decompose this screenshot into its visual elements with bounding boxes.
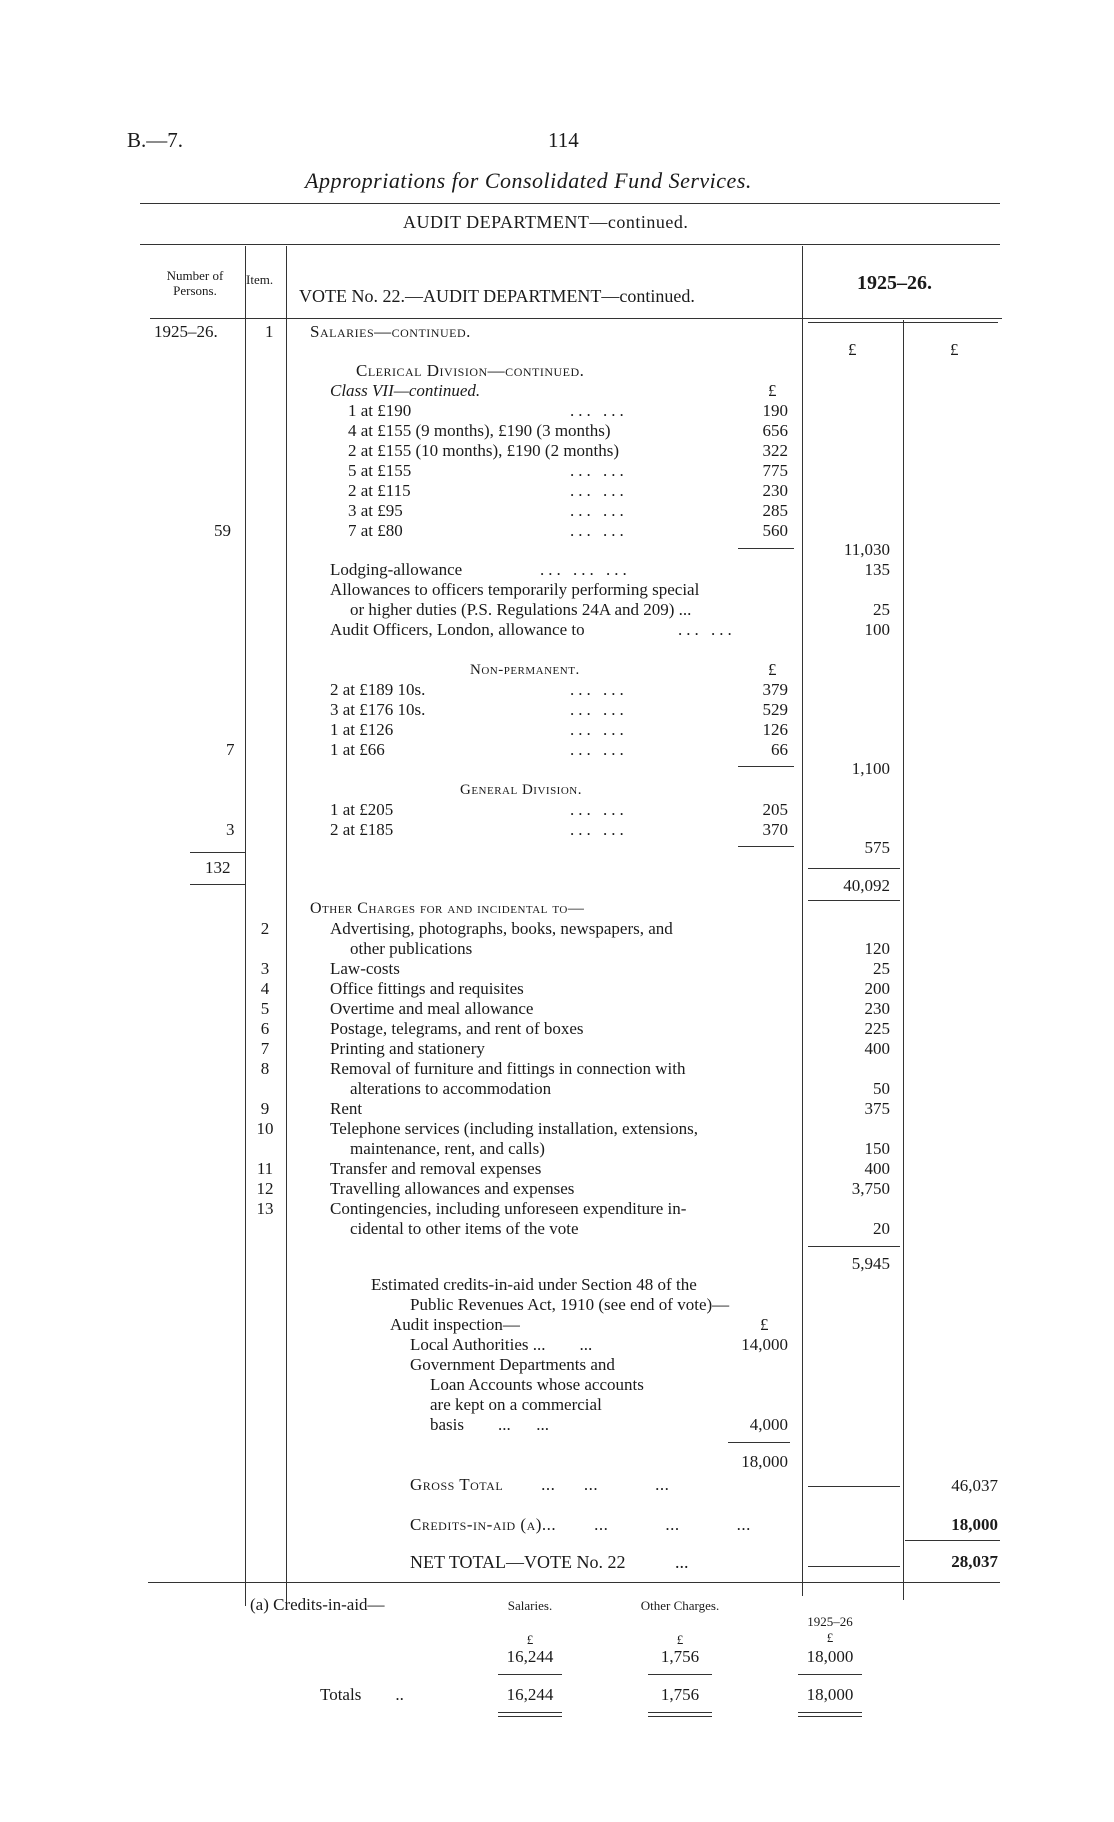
audit-london-label: Audit Officers, London, allowance to bbox=[330, 620, 585, 639]
persons-year: 1925–26. bbox=[154, 322, 218, 341]
salary-row-label: 7 at £80 bbox=[348, 521, 403, 540]
leader-dots: ... ... bbox=[570, 481, 628, 500]
charge-amount: 150 bbox=[864, 1139, 890, 1158]
leader-dots: ... ... bbox=[570, 700, 628, 719]
nonperm-currency: £ bbox=[768, 660, 777, 679]
item-number: 6 bbox=[260, 1019, 270, 1038]
credits-in-aid-amount: 18,000 bbox=[951, 1515, 998, 1534]
salary-row-label: 3 at £95 bbox=[348, 501, 403, 520]
leader-dots: ... ... bbox=[570, 800, 628, 819]
salaries-heading: Salaries—continued. bbox=[310, 322, 471, 341]
audit-inspection: Audit inspection— bbox=[390, 1315, 520, 1334]
page-ref: B.—7. bbox=[127, 128, 184, 152]
clerical-total: 11,030 bbox=[843, 540, 890, 559]
charge-amount: 25 bbox=[873, 959, 890, 978]
salary-row-amount: 529 bbox=[762, 700, 788, 719]
credits-line2: Public Revenues Act, 1910 (see end of vote)— bbox=[410, 1295, 730, 1314]
credits-line1: Estimated credits-in-aid under Section 48 of the bbox=[371, 1275, 697, 1294]
charge-label: Law-costs bbox=[330, 959, 400, 978]
salary-row-amount: 560 bbox=[762, 521, 788, 540]
nonperm-heading: Non-permanent. bbox=[470, 662, 580, 678]
item-number: 10 bbox=[256, 1119, 274, 1138]
salary-row-amount: 379 bbox=[762, 680, 788, 699]
leader-dots: ... ... bbox=[570, 461, 628, 480]
fn-col3-head: 1925–26 bbox=[807, 1614, 853, 1629]
lodging-amount: 135 bbox=[864, 560, 890, 579]
leader-dots: ... ... bbox=[570, 820, 628, 839]
salary-row-label: 2 at £189 10s. bbox=[330, 680, 426, 699]
gross-total-label: Gross Total ... ... ... bbox=[410, 1475, 670, 1494]
salary-row-amount: 190 bbox=[762, 401, 788, 420]
lodging-label: Lodging-allowance bbox=[330, 560, 463, 579]
charge-label: Removal of furniture and fittings in connection with bbox=[330, 1059, 686, 1078]
charge-amount: 120 bbox=[864, 939, 890, 958]
gov-line3: are kept on a commercial bbox=[430, 1395, 602, 1414]
leader-dots: ... ... bbox=[570, 401, 628, 420]
fn-tot1: 16,244 bbox=[506, 1685, 554, 1704]
allowances-amount: 25 bbox=[873, 600, 890, 619]
fn-cur1: £ bbox=[526, 1632, 534, 1647]
charge-label: Rent bbox=[330, 1099, 363, 1118]
charge-amount: 50 bbox=[873, 1079, 890, 1098]
allowances-line2: or higher duties (P.S. Regulations 24A and 209) ... bbox=[350, 600, 692, 619]
charge-label: Telephone services (including installation, extensions, bbox=[330, 1119, 698, 1138]
total-persons: 132 bbox=[205, 858, 231, 877]
item-header: Item. bbox=[246, 272, 274, 287]
charge-amount: 230 bbox=[864, 999, 890, 1018]
fn-col3-val: 18,000 bbox=[806, 1647, 854, 1666]
salary-row-amount: 775 bbox=[762, 461, 788, 480]
charge-amount: 400 bbox=[864, 1039, 890, 1058]
salary-row-label: 1 at £190 bbox=[348, 401, 412, 420]
clerical-persons: 59 bbox=[214, 521, 231, 540]
fn-col2-head: Other Charges. bbox=[640, 1598, 720, 1613]
salary-row-label: 1 at £66 bbox=[330, 740, 385, 759]
salary-row-amount: 322 bbox=[762, 441, 788, 460]
leader-dots: ... ... bbox=[570, 720, 628, 739]
charge-label: Printing and stationery bbox=[330, 1039, 485, 1058]
charge-label: Advertising, photographs, books, newspapers, and bbox=[330, 919, 673, 938]
charge-label: Overtime and meal allowance bbox=[330, 999, 534, 1018]
salary-row-label: 2 at £185 bbox=[330, 820, 394, 839]
credits-currency: £ bbox=[760, 1315, 769, 1334]
nonperm-persons: 7 bbox=[226, 740, 235, 759]
fn-cur3: £ bbox=[826, 1630, 834, 1645]
currency-col1: £ bbox=[848, 340, 857, 359]
charge-amount: 225 bbox=[864, 1019, 890, 1038]
persons-header: Number of Persons. bbox=[166, 268, 224, 298]
salary-row-label: 1 at £205 bbox=[330, 800, 394, 819]
leader-dots: ... ... bbox=[570, 740, 628, 759]
fn-tot3: 18,000 bbox=[806, 1685, 854, 1704]
charge-amount: 400 bbox=[864, 1159, 890, 1178]
general-persons: 3 bbox=[226, 820, 235, 839]
charge-label: Postage, telegrams, and rent of boxes bbox=[330, 1019, 584, 1038]
year-header: 1925–26. bbox=[857, 272, 932, 294]
leader-dots: ... ... bbox=[570, 680, 628, 699]
local-auth-label: Local Authorities ... ... bbox=[410, 1335, 593, 1354]
clerical-heading: Clerical Division—continued. bbox=[356, 361, 585, 380]
gov-line2: Loan Accounts whose accounts bbox=[430, 1375, 644, 1394]
charge-label: Travelling allowances and expenses bbox=[330, 1179, 575, 1198]
item-number: 9 bbox=[260, 1099, 270, 1118]
gov-amount: 4,000 bbox=[749, 1415, 788, 1434]
general-heading: General Division. bbox=[460, 782, 582, 798]
local-auth-amount: 14,000 bbox=[741, 1335, 788, 1354]
salary-row-amount: 66 bbox=[771, 740, 788, 759]
salary-row-amount: 230 bbox=[762, 481, 788, 500]
charge-label-cont: cidental to other items of the vote bbox=[350, 1219, 579, 1238]
item-number: 12 bbox=[256, 1179, 274, 1198]
salaries-total: 40,092 bbox=[843, 876, 890, 895]
salary-row-label: 4 at £155 (9 months), £190 (3 months) bbox=[348, 421, 611, 440]
item-number: 11 bbox=[256, 1159, 274, 1178]
salary-row-amount: 370 bbox=[762, 820, 788, 839]
charge-label: Office fittings and requisites bbox=[330, 979, 524, 998]
gov-line4: basis ... ... bbox=[430, 1415, 549, 1434]
charge-label-cont: alterations to accommodation bbox=[350, 1079, 552, 1098]
charge-amount: 375 bbox=[864, 1099, 890, 1118]
footnote-label: (a) Credits-in-aid— bbox=[250, 1595, 385, 1614]
item-number: 4 bbox=[260, 979, 270, 998]
fn-col1-head: Salaries. bbox=[507, 1598, 553, 1613]
credits-in-aid-label: Credits-in-aid (a)... ... ... ... bbox=[410, 1515, 751, 1534]
charge-amount: 3,750 bbox=[851, 1179, 890, 1198]
general-total: 575 bbox=[864, 838, 890, 857]
fn-tot2: 1,756 bbox=[660, 1685, 700, 1704]
salary-row-amount: 285 bbox=[762, 501, 788, 520]
totals-label: Totals .. bbox=[320, 1685, 404, 1704]
salary-row-label: 2 at £115 bbox=[348, 481, 411, 500]
charge-label-cont: other publications bbox=[350, 939, 473, 958]
charge-label-cont: maintenance, rent, and calls) bbox=[350, 1139, 545, 1158]
fn-cur2: £ bbox=[676, 1632, 684, 1647]
item-number: 5 bbox=[260, 999, 270, 1018]
salary-row-amount: 205 bbox=[762, 800, 788, 819]
nonperm-total: 1,100 bbox=[851, 759, 890, 778]
charge-label: Contingencies, including unforeseen expenditure in- bbox=[330, 1199, 687, 1218]
fn-col1-val: 16,244 bbox=[506, 1647, 554, 1666]
item-number: 1 bbox=[265, 322, 274, 341]
audit-london-amount: 100 bbox=[864, 620, 890, 639]
page-title: Appropriations for Consolidated Fund Services. bbox=[305, 168, 752, 193]
credits-subtotal: 18,000 bbox=[741, 1452, 788, 1471]
class-label: Class VII—continued. bbox=[330, 381, 481, 400]
item-number: 13 bbox=[256, 1199, 274, 1218]
gov-line1: Government Departments and bbox=[410, 1355, 615, 1374]
salary-row-label: 2 at £155 (10 months), £190 (2 months) bbox=[348, 441, 620, 460]
vote-title: VOTE No. 22.—AUDIT DEPARTMENT—continued. bbox=[299, 286, 695, 306]
currency-col2: £ bbox=[950, 340, 959, 359]
page-subtitle: AUDIT DEPARTMENT—continued. bbox=[403, 212, 689, 232]
page-number: 114 bbox=[548, 128, 579, 152]
item-number: 2 bbox=[260, 919, 270, 938]
other-charges-heading: Other Charges for and incidental to— bbox=[310, 900, 585, 917]
salary-row-amount: 126 bbox=[762, 720, 788, 739]
salary-row-label: 5 at £155 bbox=[348, 461, 412, 480]
item-number: 8 bbox=[260, 1059, 270, 1078]
charge-label: Transfer and removal expenses bbox=[330, 1159, 542, 1178]
net-total-label: NET TOTAL—VOTE No. 22 ... bbox=[410, 1552, 689, 1572]
charge-amount: 200 bbox=[864, 979, 890, 998]
leader-dots: ... ... bbox=[570, 521, 628, 540]
charge-amount: 20 bbox=[873, 1219, 890, 1238]
fn-col2-val: 1,756 bbox=[660, 1647, 700, 1666]
gross-total-amount: 46,037 bbox=[951, 1476, 998, 1495]
salary-row-label: 3 at £176 10s. bbox=[330, 700, 426, 719]
net-total-amount: 28,037 bbox=[951, 1552, 998, 1571]
item-number: 3 bbox=[260, 959, 270, 978]
sub-currency: £ bbox=[768, 381, 777, 400]
item-number: 7 bbox=[260, 1039, 270, 1058]
salary-row-amount: 656 bbox=[762, 421, 788, 440]
allowances-line1: Allowances to officers temporarily performing special bbox=[330, 580, 700, 599]
leader-dots: ... ... bbox=[570, 501, 628, 520]
salary-row-label: 1 at £126 bbox=[330, 720, 394, 739]
other-charges-total: 5,945 bbox=[851, 1254, 890, 1273]
